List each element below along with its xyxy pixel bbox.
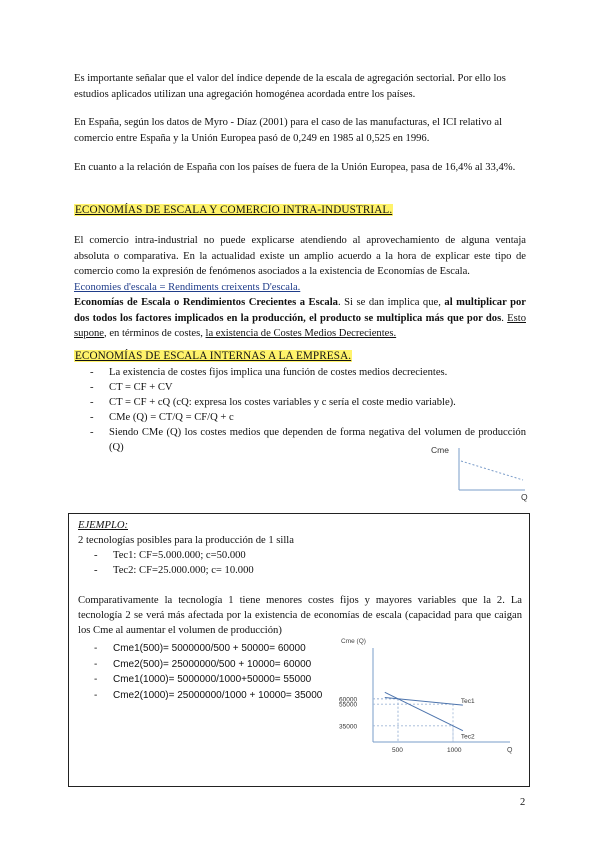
series-line-tec1 [385,698,463,706]
list-item [74,395,526,410]
calc-item-text: Cme1(1000)= 5000000/1000+50000= 55000 [113,674,312,685]
x-tick-label: 1000 [447,747,462,754]
tec-chart-marks [339,692,475,754]
dash-bullet: - [94,565,98,576]
dash-bullet: - [94,658,98,670]
paragraph-fuera-ue: En cuanto a la relación de España con los países de fuera de la Unión Europea, pasa de 16,4% al 33,4%. [74,162,516,173]
dash-bullet: - [94,643,98,654]
costes-medios-decrecientes: la existencia de Costes Medios Decrecientes. [205,328,397,339]
tec-cost-chart [335,628,525,758]
list-item-text: CT = CF + CV [109,382,173,393]
list-item-text: CMe (Q) = CT/Q = CF/Q + c [109,412,234,423]
list-item [74,365,526,380]
series-label-tec1: Tec1 [460,698,475,706]
y-tick-label: 55000 [339,701,358,709]
escala-note: Economies d'escala = Rendiments creixents D'escala. [74,281,301,293]
paragraph-ici-espana: En España, según los datos de Myro - Díaz (2001) para el caso de las manufacturas, el ICI relativo al comercio entre España y la Unión Europea pasó de 0,249 en 1985 al 0,525 en 1996. [74,117,503,144]
section1-paragraph: El comercio intra-industrial no puede explicarse atendiendo al aprovechamiento de alguna ventaja absoluta o comparativa. En la actualidad existe un amplio acuerdo a la hora de explicar este tipo de comercio como la expresión de fenómenos asociados a la existencia de Economías de Escala. [74,235,526,277]
esto-supone: Esto supone [74,312,526,339]
section-heading-economias-internas: ECONOMÍAS DE ESCALA INTERNAS A LA EMPRESA. [75,350,352,362]
dash-bullet: - [90,382,94,393]
tech-item-text: Tec2: CF=25.000.000; c= 10.000 [113,565,254,576]
dash-bullet: - [94,550,98,561]
tech-item-text: Tec1: CF=5.000.000; c=50.000 [113,550,246,561]
escala-definition-text: . Si se dan implica que, [337,297,445,308]
escala-definition-bold: al multiplicar por dos todos los factores implicados en la producción, el producto se multiplica más que por dos [74,297,526,324]
page-number: 2 [520,797,526,808]
list-item-text: La existencia de costes fijos implica una función de costes medios decrecientes. [109,367,448,378]
x-tick-label: 500 [392,747,403,754]
q-axis-label: Q [521,492,528,502]
list-item [78,548,522,563]
series-label-tec2: Tec2 [460,733,475,741]
dash-bullet: - [90,412,94,423]
calc-item-text: Cme2(500)= 25000000/500 + 10000= 60000 [113,658,312,670]
dash-bullet: - [90,427,94,438]
example-title: EJEMPLO: [78,520,129,531]
calc-item-text: Cme1(500)= 5000000/500 + 50000= 60000 [113,643,306,654]
tech-list [78,548,522,578]
tec-chart-ylabel: Cme (Q) [341,638,366,645]
tec-chart-xlabel: Q [507,747,513,754]
dash-bullet: - [90,367,94,378]
list-item-text: CT = CF + cQ (cQ: expresa los costes variables y c sería el coste medio variable). [109,397,456,408]
escala-separator: . [501,312,508,324]
section1-body [74,233,526,342]
calc-item-text: Cme2(1000)= 25000000/1000 + 10000= 35000 [113,689,323,701]
dash-bullet: - [94,689,98,701]
cme-curve [461,461,523,480]
dash-bullet: - [94,674,98,685]
terminos-costes: , en términos de costes, [104,328,206,339]
dash-bullet: - [90,397,94,408]
list-item-text: Siendo CMe (Q) los costes medios que dependen de forma negativa del volumen de producción (Q) [109,427,526,453]
list-item [74,410,526,425]
list-item [78,563,522,578]
escala-definition-term: Economías de Escala o Rendimientos Crecientes a Escala [74,297,338,308]
list-item [74,380,526,395]
series-line-tec2 [385,692,463,730]
paragraph-agregacion: Es importante señalar que el valor del índice depende de la escala de agregación sectorial. Por ello los estudios aplicados utilizan una agregación homogénea acordada entre los países. [74,73,506,100]
example-intro: 2 tecnologías posibles para la producción de 1 silla [78,535,294,546]
section-heading-economias-comercio: ECONOMÍAS DE ESCALA Y COMERCIO INTRA-INDUSTRIAL. [75,204,393,216]
y-tick-label: 60000 [339,696,358,704]
cme-axis-label: Cme [431,445,449,455]
y-tick-label: 35000 [339,723,358,731]
comparison-paragraph: Comparativamente la tecnología 1 tiene menores costes fijos y mayores variables que la 2. La tecnología 2 se verá más afectada por la existencia de economías de escala (capacidad para que caigan los Cme al aumentar el volumen de producción) [78,595,522,636]
cme-sketch-chart [425,440,535,502]
